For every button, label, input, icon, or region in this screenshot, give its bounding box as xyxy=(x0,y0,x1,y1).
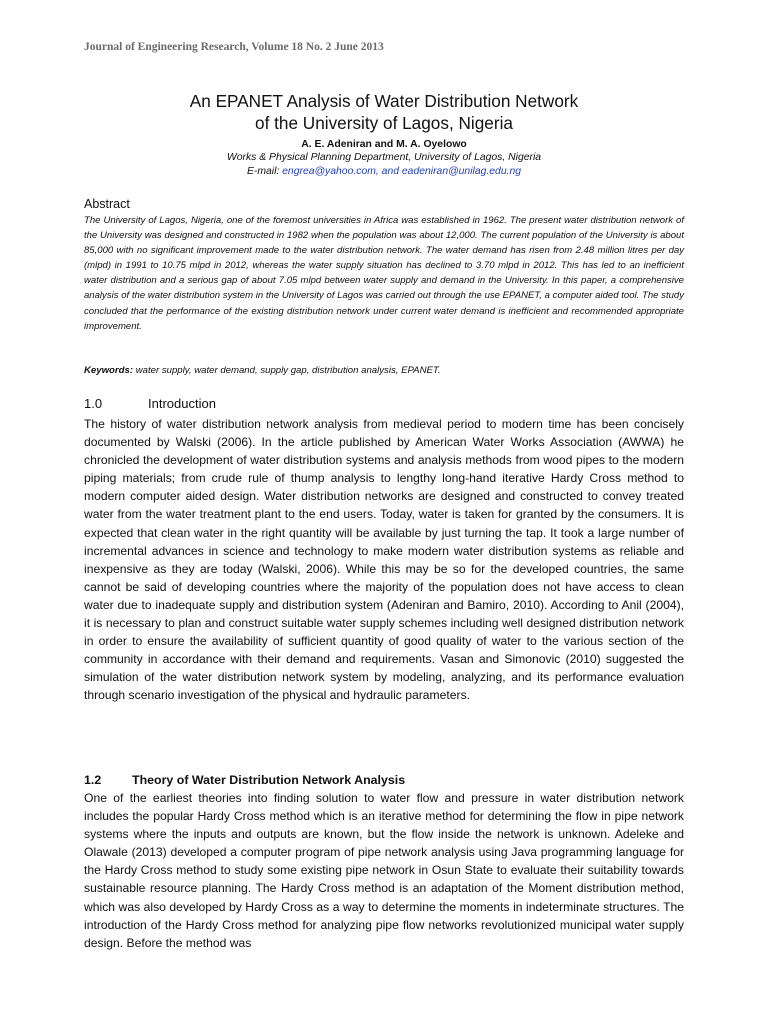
email-line xyxy=(84,165,684,179)
abstract-heading: Abstract xyxy=(84,197,130,211)
keywords-label: Keywords: xyxy=(84,365,134,376)
email-label: E-mail: xyxy=(246,166,283,177)
abstract-text: The University of Lagos, Nigeria, one of the foremost universities in Africa was established in 1962. The present water distribution network of the University was designed and constructed in 1982 when the population was about 12,000. The current population of the University is about 85,000 with no significant improvement made to the water distribution network. The water demand has risen from 2.48 million litres per day (mlpd) in 1991 to 10.75 mlpd in 2012, whereas the water supply situation has declined to 3.70 mlpd in 2012. This has led to an inefficient water distribution and a serious gap of about 7.05 mlpd between water supply and demand in the University. In this paper, a comprehensive analysis of the water distribution system in the University of Lagos was carried out through the use EPANET, a computer aided tool. The study concluded that the performance of the existing distribution network under current water demand is inefficient and recommended appropriate improvement. xyxy=(84,215,684,332)
title-line-1: An EPANET Analysis of Water Distribution Network xyxy=(189,91,579,111)
section-1-number: 1.0 xyxy=(84,396,103,411)
section-2-number: 1.2 xyxy=(84,773,102,787)
section-2-body: One of the earliest theories into finding solution to water flow and pressure in water distribution network includes the popular Hardy Cross method which is an iterative method for determining the flow in pipe network systems where the inputs and outputs are known, but the flow inside the network is unknown. Adeleke and Olawale (2013) developed a computer program of pipe network analysis using Java programming language for the Hardy Cross method to study some existing pipe network in Osun State to evaluate their suitability towards sustainable resource planning. The Hardy Cross method is an adaptation of the Moment distribution method, which was also developed by Hardy Cross as a way to determine the moments in indeterminate structures. The introduction of the Hardy Cross method for analyzing pipe flow networks revolutionized municipal water supply design. Before the method was xyxy=(84,791,684,950)
section-1-body: The history of water distribution network analysis from medieval period to modern time has been concisely documented by Walski (2006). In the article published by American Water Works Association (AWWA) he chronicled the development of water distribution systems and analysis methods from wood pipes to the modern piping materials; from crude rule of thump analysis to lengthy long-hand iterative Hardy Cross method to modern computer aided design. Water distribution networks are designed and constructed to convey treated water from the water treatment plant to the end users. Today, water is taken for granted by the consumers. It is expected that clean water in the right quantity will be available by just turning the tap. It took a large number of incremental advances in science and technology to make modern water distribution systems as reliable and inexpensive as they are today (Walski, 2006). While this may be so for the developed countries, the same cannot be said of developing countries where the majority of the population does not have access to clean water due to inadequate supply and distribution system (Adeniran and Bamiro, 2010). According to Anil (2004), it is necessary to plan and construct suitable water supply schemes including well designed distribution network in order to ensure the availability of sufficient quantity of good quality of water to the various section of the community in accordance with their demand and requirements. Vasan and Simonovic (2010) suggested the simulation of the water distribution network system by modeling, analyzing, and its performance evaluation through scenario investigation of the physical and hydraulic parameters. xyxy=(84,417,684,703)
section-1-title: Introduction xyxy=(148,396,216,411)
title-line-2: of the University of Lagos, Nigeria xyxy=(255,113,513,133)
section-1-heading xyxy=(84,396,216,412)
affiliation: Works & Physical Planning Department, University of Lagos, Nigeria xyxy=(226,152,542,163)
email-addresses[interactable]: engrea@yahoo.com, and eadeniran@unilag.edu.ng xyxy=(282,166,522,177)
section-2-title: Theory of Water Distribution Network Analysis xyxy=(132,773,406,787)
keywords xyxy=(84,364,684,378)
authors: A. E. Adeniran and M. A. Oyelowo xyxy=(301,139,467,150)
paper-title xyxy=(84,90,684,134)
journal-header: Journal of Engineering Research, Volume 18 No. 2 June 2013 xyxy=(84,41,384,53)
keywords-text: water supply, water demand, supply gap, distribution analysis, EPANET. xyxy=(133,365,441,376)
section-2-heading xyxy=(84,772,405,788)
